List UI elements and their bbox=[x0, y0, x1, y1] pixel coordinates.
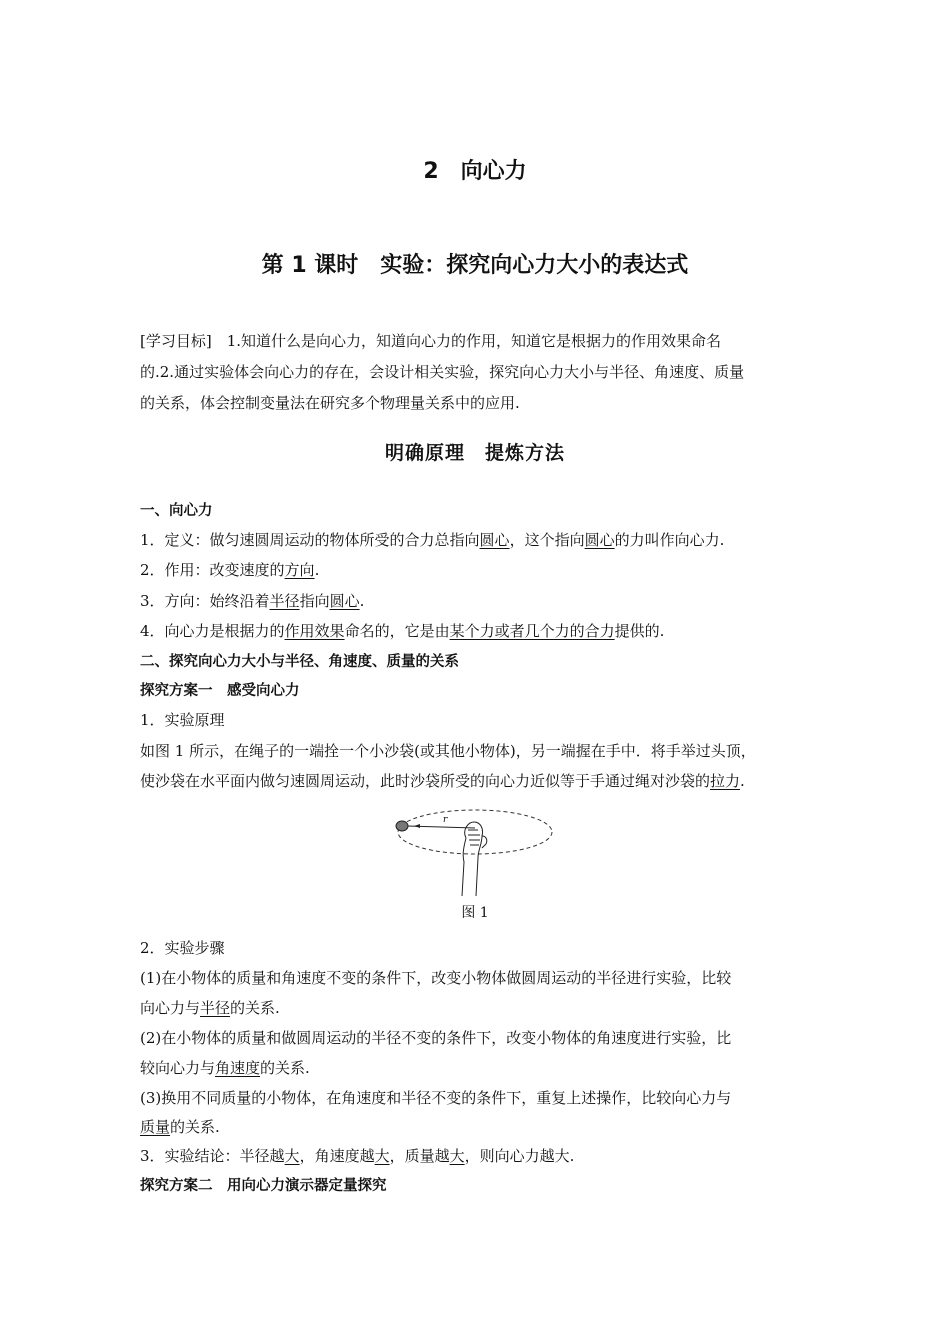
source-line: 4．向心力是根据力的作用效果命名的，它是由某个力或者几个力的合力提供的. bbox=[140, 622, 665, 640]
steps-title: 2．实验步骤 bbox=[140, 939, 225, 957]
blank-answer: 大 bbox=[374, 1147, 390, 1165]
sandbag-rotation-figure bbox=[390, 806, 560, 898]
plan2-heading: 探究方案二 用向心力演示器定量探究 bbox=[140, 1178, 387, 1194]
conclusion-line: 3．实验结论：半径越大，角速度越大，质量越大，则向心力越大. bbox=[140, 1147, 575, 1165]
step3-line-1: (3)换用不同质量的小物体，在角速度和半径不变的条件下，重复上述操作，比较向心力与 bbox=[140, 1089, 732, 1107]
hand-drawing bbox=[462, 822, 487, 896]
step1-line-1: (1)在小物体的质量和角速度不变的条件下，改变小物体做圆周运动的半径进行实验，比较 bbox=[140, 969, 732, 987]
blank-answer: 大 bbox=[284, 1147, 300, 1165]
definition-line: 1．定义：做匀速圆周运动的物体所受的合力总指向圆心，这个指向圆心的力叫作向心力. bbox=[140, 531, 725, 549]
blank-answer: 半径 bbox=[200, 999, 231, 1017]
principle-line-1: 如图 1 所示，在绳子的一端拴一个小沙袋(或其他小物体)，另一端握在手中．将手举过头顶， bbox=[140, 742, 756, 760]
circular-path bbox=[398, 810, 552, 854]
step2-line-1: (2)在小物体的质量和做圆周运动的半径不变的条件下，改变小物体的角速度进行实验，比 bbox=[140, 1029, 732, 1047]
step2-line-2: 较向心力与角速度的关系. bbox=[140, 1059, 310, 1077]
direction-line: 3．方向：始终沿着半径指向圆心. bbox=[140, 592, 365, 610]
section1-heading: 一、向心力 bbox=[140, 503, 213, 519]
blank-answer: 角速度 bbox=[215, 1059, 261, 1077]
blank-answer: 拉力 bbox=[710, 772, 741, 790]
objectives-line-3: 的关系，体会控制变量法在研究多个物理量关系中的应用. bbox=[140, 394, 520, 412]
objectives-line-2: 的.2.通过实验体会向心力的存在，会设计相关实验，探究向心力大小与半径、角速度、质量 bbox=[140, 363, 745, 381]
principle-title: 1．实验原理 bbox=[140, 711, 225, 729]
learning-objectives bbox=[140, 326, 812, 419]
section2-heading: 二、探究向心力大小与半径、角速度、质量的关系 bbox=[140, 654, 459, 670]
principle-line-2: 使沙袋在水平面内做匀速圆周运动，此时沙袋所受的向心力近似等于手通过绳对沙袋的拉力. bbox=[140, 772, 745, 790]
page-title: 2 向心力 bbox=[423, 159, 527, 184]
blank-answer: 质量 bbox=[140, 1118, 171, 1136]
function-line: 2．作用：改变速度的方向. bbox=[140, 561, 320, 579]
step1-line-2: 向心力与半径的关系. bbox=[140, 999, 280, 1017]
blank-answer: 方向 bbox=[284, 561, 315, 579]
radius-label: r bbox=[443, 815, 448, 825]
figure-caption: 图 1 bbox=[461, 905, 489, 921]
step3-line-2: 质量的关系. bbox=[140, 1118, 220, 1136]
blank-answer: 圆心 bbox=[479, 531, 510, 549]
blank-answer: 大 bbox=[449, 1147, 465, 1165]
blank-answer: 圆心 bbox=[329, 592, 360, 610]
sandbag bbox=[396, 821, 408, 831]
section-banner: 明确原理 提炼方法 bbox=[384, 442, 565, 464]
blank-answer: 半径 bbox=[269, 592, 300, 610]
plan1-heading: 探究方案一 感受向心力 bbox=[140, 683, 300, 699]
lesson-subtitle: 第 1 课时 实验：探究向心力大小的表达式 bbox=[261, 253, 689, 278]
blank-answer: 圆心 bbox=[584, 531, 615, 549]
blank-answer: 作用效果 bbox=[284, 622, 345, 640]
objectives-line-1: [学习目标] 1.知道什么是向心力，知道向心力的作用，知道它是根据力的作用效果命名 bbox=[140, 332, 722, 350]
force-arrow-head bbox=[414, 824, 420, 828]
blank-answer: 某个力或者几个力的合力 bbox=[449, 622, 615, 640]
